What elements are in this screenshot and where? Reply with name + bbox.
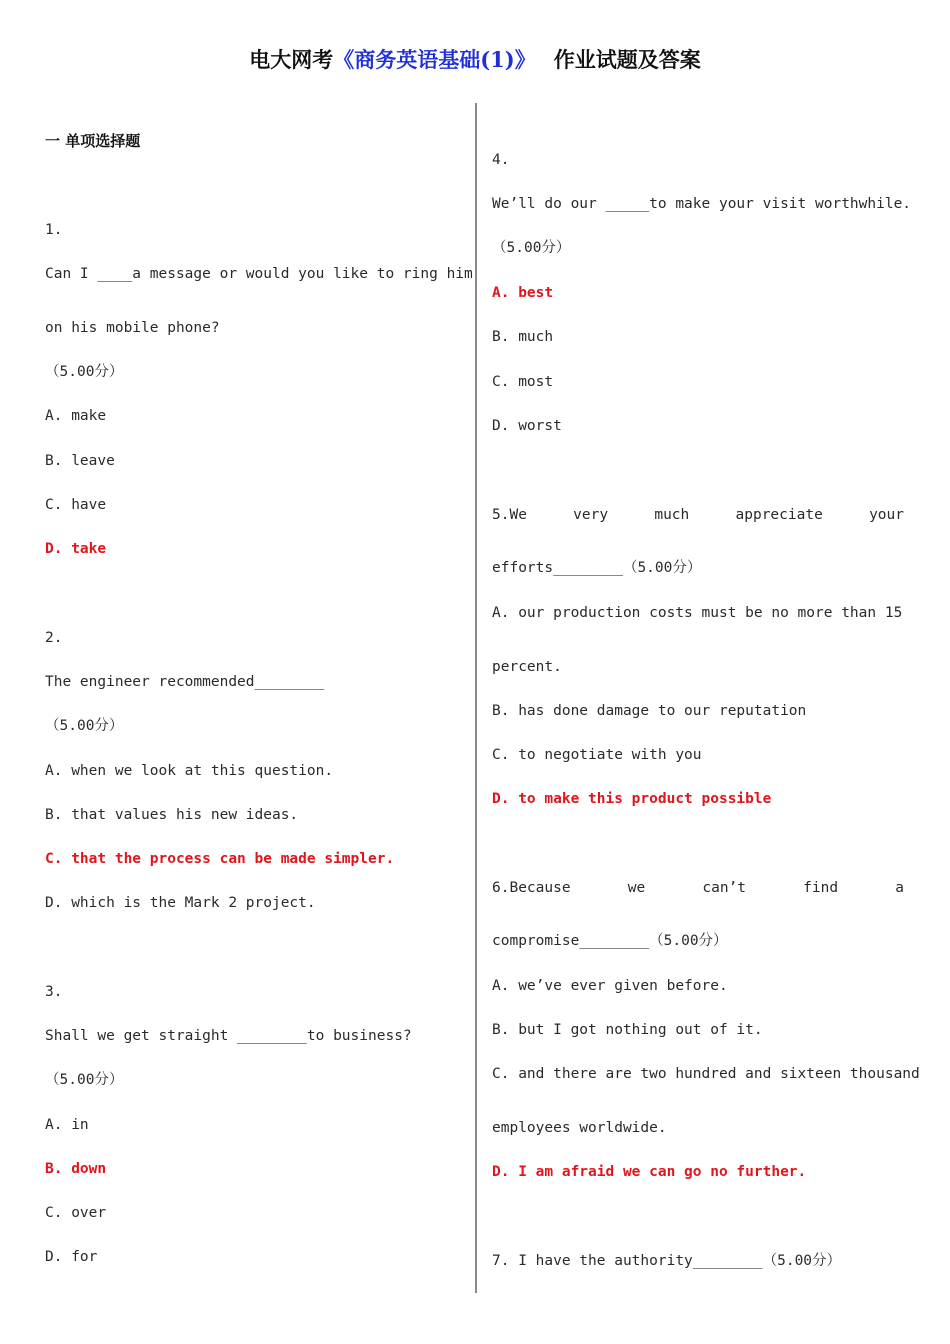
question-2-number: 2. [45, 630, 63, 646]
question-2-score: （5.00分） [45, 718, 124, 734]
question-6-word: can’t [702, 880, 747, 896]
question-6-word: a [895, 880, 904, 896]
question-6-option-d-answer: D. I am afraid we can go no further. [492, 1164, 807, 1180]
question-6-word: we [627, 880, 646, 896]
question-5-word: your [869, 507, 904, 523]
question-5-option-c: C. to negotiate with you [492, 747, 702, 763]
title-prefix: 电大网考 [249, 47, 334, 72]
question-6-option-a: A. we’ve ever given before. [492, 978, 728, 994]
question-6-stem-continued: compromise________（5.00分） [492, 933, 728, 949]
question-2-stem: The engineer recommended________ [45, 674, 325, 690]
question-3-option-d: D. for [45, 1249, 98, 1265]
question-3-stem: Shall we get straight ________to business? [45, 1028, 412, 1044]
question-6-option-b: B. but I got nothing out of it. [492, 1022, 763, 1038]
question-3-score: （5.00分） [45, 1072, 124, 1088]
question-2-option-c-answer: C. that the process can be made simpler. [45, 851, 395, 867]
question-2-option-a: A. when we look at this question. [45, 763, 334, 779]
question-7-stem: 7. I have the authority________（5.00分） [492, 1253, 842, 1269]
question-5-word: much [654, 507, 690, 523]
question-3-option-a: A. in [45, 1117, 89, 1133]
question-5-word: appreciate [735, 507, 823, 523]
question-1-option-c: C. have [45, 497, 107, 513]
section-heading: 一 单项选择题 [45, 132, 141, 150]
question-1-option-d-answer: D. take [45, 541, 107, 557]
question-5-stem-continued: efforts________（5.00分） [492, 560, 702, 576]
question-1-option-a: A. make [45, 408, 107, 424]
question-5-word: 5.We [492, 507, 527, 523]
question-4-option-d: D. worst [492, 418, 562, 434]
question-4-option-a-answer: A. best [492, 285, 554, 301]
question-6-word: 6.Because [492, 880, 571, 896]
title-course: 《商务英语基础(1)》 [333, 47, 536, 72]
question-6-stem [492, 878, 904, 898]
title-suffix: 作业试题及答案 [553, 47, 701, 72]
question-5-option-a: A. our production costs must be no more than 15 [492, 605, 903, 621]
question-4-option-b: B. much [492, 329, 554, 345]
question-3-option-c: C. over [45, 1205, 107, 1221]
question-1-stem: Can I ____a message or would you like to ring him [45, 266, 473, 282]
question-5-option-a-continued: percent. [492, 659, 562, 675]
question-4-number: 4. [492, 152, 510, 168]
question-5-option-b: B. has done damage to our reputation [492, 703, 807, 719]
question-2-option-d: D. which is the Mark 2 project. [45, 895, 316, 911]
question-6-word: find [803, 880, 839, 896]
page-title [0, 44, 950, 74]
question-4-score: （5.00分） [492, 240, 571, 256]
question-5-stem [492, 505, 904, 525]
question-4-stem: We’ll do our _____to make your visit worthwhile. [492, 196, 912, 212]
question-5-option-d-answer: D. to make this product possible [492, 791, 772, 807]
question-3-option-b-answer: B. down [45, 1161, 107, 1177]
question-1-score: （5.00分） [45, 364, 124, 380]
question-4-option-c: C. most [492, 374, 554, 390]
question-2-option-b: B. that values his new ideas. [45, 807, 299, 823]
question-1-stem-continued: on his mobile phone? [45, 320, 220, 336]
question-5-word: very [573, 507, 609, 523]
question-3-number: 3. [45, 984, 63, 1000]
question-1-number: 1. [45, 222, 63, 238]
column-divider [475, 103, 477, 1293]
question-6-option-c-continued: employees worldwide. [492, 1120, 667, 1136]
question-1-option-b: B. leave [45, 453, 115, 469]
question-6-option-c: C. and there are two hundred and sixteen thousand [492, 1066, 920, 1082]
